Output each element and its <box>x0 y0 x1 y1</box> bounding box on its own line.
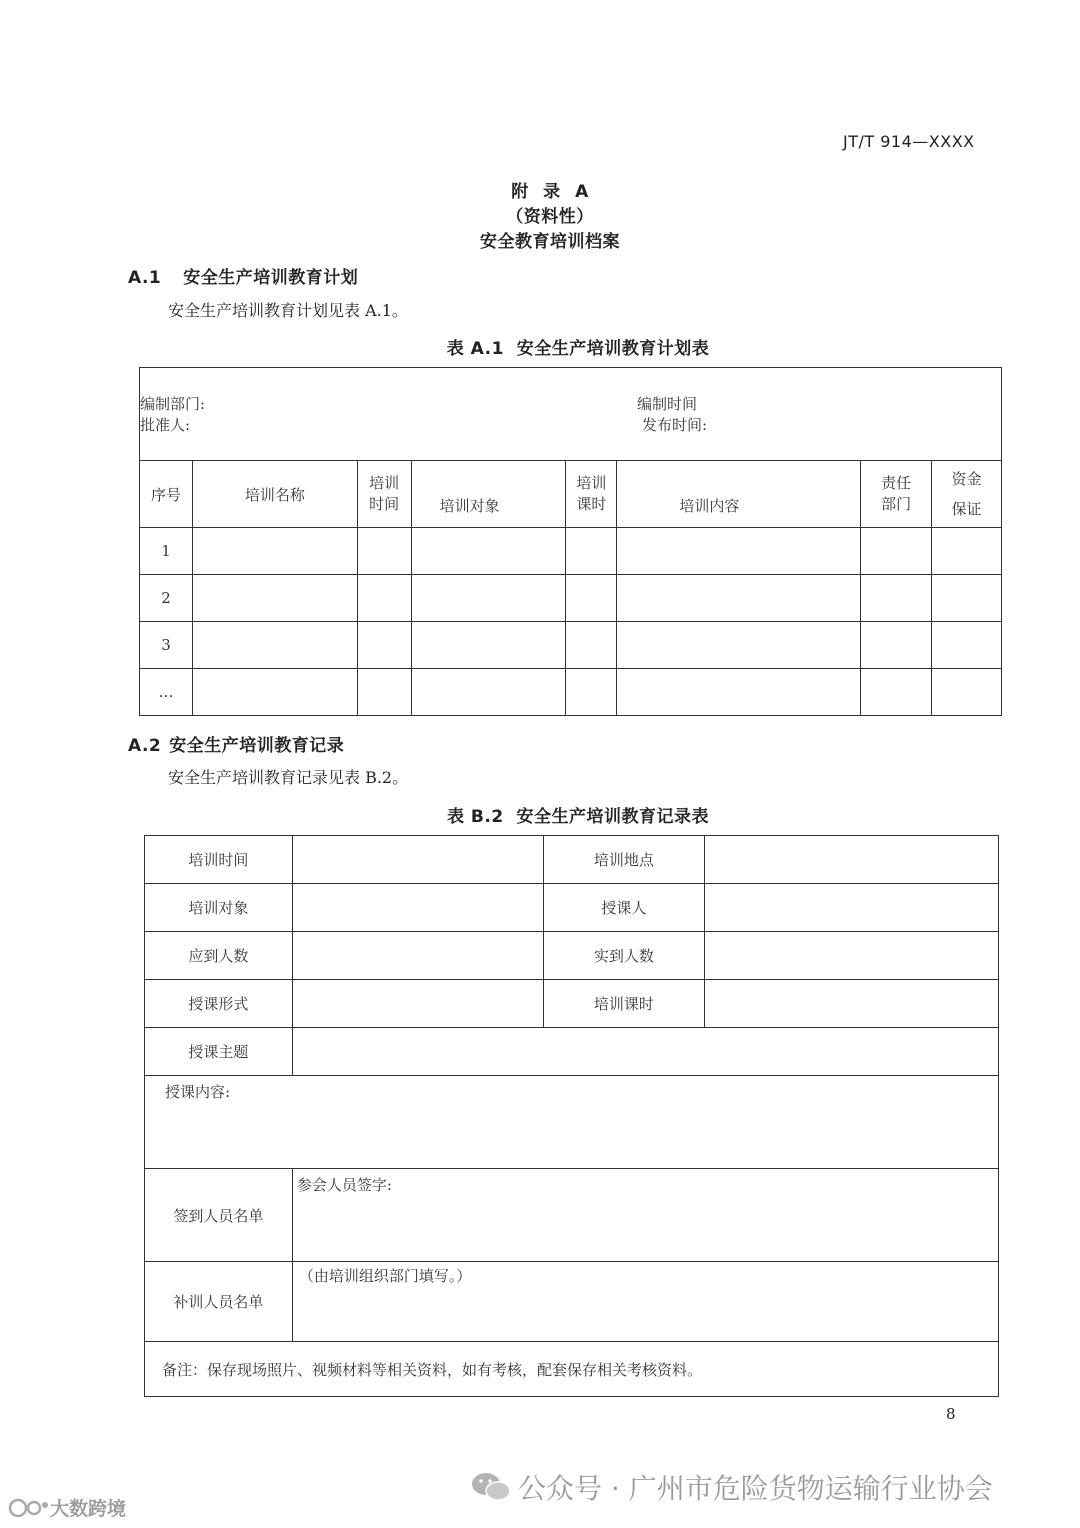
value-training-place <box>705 836 999 884</box>
label-training-place: 培训地点 <box>543 836 705 884</box>
appendix-nature: （资料性） <box>506 207 594 227</box>
value-actual-count <box>705 932 999 980</box>
appendix-title: 附 录 A <box>511 182 589 202</box>
row-seq: 1 <box>140 528 193 575</box>
section-a1-heading <box>128 263 358 288</box>
col-content: 培训内容 <box>617 461 861 528</box>
row-seq: 3 <box>140 622 193 669</box>
watermark-left: 大数跨境 <box>8 1494 126 1521</box>
section-a2-title: 安全生产培训教育记录 <box>169 736 345 756</box>
col-target: 培训对象 <box>411 461 566 528</box>
meta-approver: 批准人: <box>140 416 191 434</box>
row-seq: 2 <box>140 575 193 622</box>
section-a1-title: 安全生产培训教育计划 <box>183 268 359 288</box>
label-hours: 培训课时 <box>543 980 705 1028</box>
table-row <box>140 575 1002 622</box>
col-name: 培训名称 <box>192 461 357 528</box>
section-a2-number: A.2 <box>128 736 162 756</box>
col-time: 培训 时间 <box>357 461 411 528</box>
table-row <box>140 669 1002 716</box>
label-signin: 签到人员名单 <box>145 1169 293 1262</box>
value-format <box>292 980 543 1028</box>
table-row <box>140 528 1002 575</box>
remark-cell: 备注：保存现场照片、视频材料等相关资料，如有考核，配套保存相关考核资料。 <box>145 1342 999 1397</box>
label-topic: 授课主题 <box>145 1028 293 1076</box>
table-b2 <box>144 835 999 1397</box>
content-cell: 授课内容: <box>145 1076 999 1169</box>
wechat-icon <box>470 1469 512 1505</box>
section-a1-body: 安全生产培训教育计划见表 A.1。 <box>168 301 408 320</box>
label-expected-count: 应到人数 <box>145 932 293 980</box>
value-trainees <box>292 884 543 932</box>
value-topic <box>292 1028 998 1076</box>
page-number: 8 <box>946 1405 956 1423</box>
section-a2-heading <box>128 731 344 756</box>
col-hours: 培训 课时 <box>566 461 617 528</box>
label-format: 授课形式 <box>145 980 293 1028</box>
appendix-subtitle: 安全教育培训档案 <box>480 232 620 252</box>
row-seq: … <box>140 669 193 716</box>
meta-publish-time: 发布时间: <box>642 416 708 434</box>
table-a1-meta <box>140 368 1002 461</box>
table-row <box>140 622 1002 669</box>
document-code: JT/T 914—XXXX <box>843 132 975 151</box>
col-seq: 序号 <box>140 461 193 528</box>
label-makeup: 补训人员名单 <box>145 1262 293 1342</box>
watermark-right: 公众号 · 广州市危险货物运输行业协会 <box>470 1467 993 1507</box>
meta-dept: 编制部门: <box>140 395 206 413</box>
section-a2-body: 安全生产培训教育记录见表 B.2。 <box>168 768 409 787</box>
table-a1-caption: 表 A.1 安全生产培训教育计划表 <box>446 339 710 359</box>
meta-compile-time: 编制时间 <box>637 395 698 413</box>
makeup-note: （由培训组织部门填写。） <box>292 1262 998 1342</box>
table-a1 <box>139 367 1002 716</box>
label-lecturer: 授课人 <box>543 884 705 932</box>
value-expected-count <box>292 932 543 980</box>
col-fund: 资金 保证 <box>932 461 1002 528</box>
value-training-time <box>292 836 543 884</box>
table-b2-caption: 表 B.2 安全生产培训教育记录表 <box>447 807 709 827</box>
watermark-logo-icon <box>8 1495 50 1521</box>
col-dept: 责任 部门 <box>861 461 932 528</box>
value-hours <box>705 980 999 1028</box>
section-a1-number: A.1 <box>128 268 162 288</box>
label-training-time: 培训时间 <box>145 836 293 884</box>
value-lecturer <box>705 884 999 932</box>
label-actual-count: 实到人数 <box>543 932 705 980</box>
signature-cell: 参会人员签字: <box>292 1169 998 1262</box>
label-trainees: 培训对象 <box>145 884 293 932</box>
